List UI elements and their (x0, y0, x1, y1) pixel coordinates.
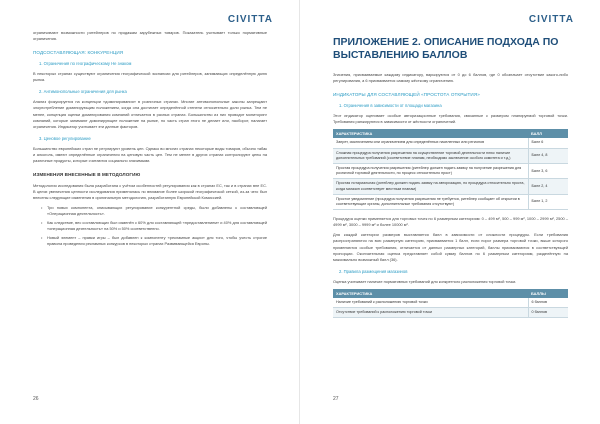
table-cell-characteristic: Запрет, исключением или ограничением для определённых населенных или регионов (333, 138, 528, 148)
page-number-left: 26 (33, 396, 39, 402)
table-cell-characteristic: Сложная процедура получения разрешения на осуществление торговой деятельности плюс наличие дополнительных требований (соответствие планам, необходимо заключение особого комитета и т.д.) (333, 148, 528, 163)
table-row (333, 179, 568, 194)
bullet-item: • Как следствие, вес составляющих был изменён с 60% для составляющей «предоставлением» и 40% для составляющей «операционная деятельность» на 50% и 50% соответственно. (41, 220, 267, 232)
table-cell-score: Балл 3, 6 (528, 163, 568, 178)
table-header-row (333, 129, 568, 138)
section-heading-methodology-changes: ИЗМЕНЕНИЯ ВНЕСЕННЫЕ В МЕТОДОЛОГИЮ (33, 172, 141, 178)
subsection-text-placement: Оценка учитывает наличие нормативных требований для конкретного расположения торговой точки. (333, 278, 517, 284)
left-content (33, 30, 267, 250)
table-header-score: БАЛЛ (528, 129, 568, 138)
table-cell-score: Балл 4, 8 (528, 148, 568, 163)
table-row (333, 194, 568, 209)
table-cell-characteristic: Простая процедура получения разрешения (ритейлер должен подать заявку на получение разрешения для розничной торговой деятельности, но процесс относительно прост) (333, 163, 528, 178)
size-categories-text: Процедура оценки применяется для торговых точек по 6 размерным категориям: 0 – 499 м², 500 – 999 м², 1000 – 2999 м², 2500 – 4999 м², 3000 – 9999 м² и более 10000 м². (333, 216, 568, 228)
page-number-right: 27 (333, 396, 339, 402)
section-heading-competition: ПОДСОСТАВЛЯЮЩАЯ: КОНКУРЕНЦИЯ (33, 50, 124, 56)
table-header-score: БАЛЛЫ (528, 289, 568, 298)
table-row (333, 138, 568, 148)
subsection-title-3: 3. Ценовое регулирование (39, 135, 91, 141)
table-row (333, 298, 568, 308)
bullet-item: • Три новых компонента, описывающих регулирование конкурентной среды, были добавлены к составляющей «Операционная деятельность». (41, 205, 267, 217)
table-cell-score: Балл 6 (528, 138, 568, 148)
table-cell-characteristic: Простая нотариальная (ритейлер должен подать заявку на авторизацию, но процедура относительно проста, когда магазин соответствует местным планам) (333, 179, 528, 194)
subsection-title-1: 1. Ограничения по географическому Не знаком (39, 61, 132, 67)
scoring-method-text: Для каждой категории размеров выставляется балл в зависимости от сложности процедуры. Если требования распространяются на всю размерную категорию, присваивается 1 балл, если порог размера торговой точки, выше которого применяются особые требования, отличается от данных размерных категорий, баллы присваиваются в соответствующей пропорции. Окончательная оценка представляет собой сумму баллов по 6 размерным категориям, разделённую на максимально возможный балл (36). (333, 232, 568, 262)
subsection-title-store-size: 1. Ограничения в зависимости от площади магазина (339, 103, 442, 109)
subsection-text-1: В некоторых странах существуют ограничения географической экспансии для ритейлеров, занимающих определённую долю рынка. (33, 71, 267, 83)
bullet-item: • Новый элемент – правки игры – был добавлен к компоненту «рекламные акции» для того, чтобы учесть строгие правила проведения рекламных конкурсов в некоторых странах Развивающейся Европы. (41, 235, 267, 247)
subsection-text-3: Большинство европейских стран не регулируют уровень цен. Однако во многих странах некоторые виды товаров, обычно табак и алкоголь, имеют определённые ограничения на ценовую часть цен. Тем не менее в других странах контролируют цены на различные продукты, которые считаются социально значимыми. (33, 145, 267, 164)
table-cell-score: Балл 1, 2 (528, 194, 568, 209)
subsection-title-placement: 2. Правила размещения магазинов (339, 268, 408, 274)
subsection-title-2: 2. Антимонопольные ограничения для рынка (39, 89, 127, 95)
table-cell-characteristic: Отсутствие требований к расположению торговой точки (333, 308, 528, 318)
scoring-table-size (333, 129, 568, 210)
left-intro-text: ограничивают возможности ритейлеров по продажам зарубежных товаров. Показатель учитывает только нормативные ограничения. (33, 30, 267, 42)
table-row (333, 308, 568, 318)
appendix-title: ПРИЛОЖЕНИЕ 2. ОПИСАНИЕ ПОДХОДА ПО ВЫСТАВЛЕНИЮ БАЛЛОВ (333, 36, 559, 61)
table-row (333, 148, 568, 163)
table-header-characteristic: ХАРАКТЕРИСТИКА (333, 289, 528, 298)
table-header-characteristic: ХАРАКТЕРИСТИКА (333, 129, 528, 138)
table-cell-score: 0 баллов (528, 308, 568, 318)
appendix-intro: Значения, присваиваемые каждому индикатору, варьируются от 0 до 6 баллов, где 0 обозначает отсутствие какого-либо регулирования, а 6 присваивается самому жёсткому ограничению. (333, 72, 568, 84)
section-heading-indicators: ИНДИКАТОРЫ ДЛЯ СОСТАВЛЯЮЩЕЙ «ПРОСТОТА ОТКРЫТИЯ» (333, 92, 480, 98)
right-content (333, 36, 568, 324)
right-page (300, 0, 600, 424)
scoring-table-placement (333, 289, 568, 318)
methodology-changes-text: Методология исследования была разработана с учётом особенностей регулирования как в странах ЕС, так и в странах вне ЕС. В целях увеличения ценности исследования применялась по внимание более широкой географической сеткой, из-за чего был внесены следующие изменения в оригинальную методологию, разработанную Европейской Комиссией. (33, 183, 267, 201)
bullet-list (41, 205, 267, 247)
table-cell-characteristic: Простое уведомление (процедура получения разрешения не требуется, ритейлер сообщает об открытии в соответствующие органы, дополнительные требования отсутствуют) (333, 194, 528, 209)
brand-logo: CIVITTA (528, 14, 574, 25)
brand-logo: CIVITTA (227, 14, 273, 25)
table-cell-score: 6 баллов (528, 298, 568, 308)
table-cell-score: Балл 2, 4 (528, 179, 568, 194)
table-header-row (333, 289, 568, 298)
table-cell-characteristic: Наличие требований к расположению торговой точки (333, 298, 528, 308)
subsection-text-store-size: Этот индикатор оценивает особые авторизационные требования, связанные с размером планируемой торговой точки. Требования ранжируются в зависимости от жёсткости ограничений. (333, 113, 568, 125)
table-row (333, 163, 568, 178)
subsection-text-2: Анализ фокусируется на концепции «доминирования» в розничных странах. Многие антимонопольные законы запрещают злоупотребление доминирующим положением, когда она достигает определённой степени относительно доли рынка. Тем не менее, концепция оценки доминирования компаний отличается в разных странах. Большинство из них проводят мониторинг компаний, которые занимают доминирующее положение на рынке, но часть стран этого не делает или, наоборот, налагает ограничения. Индикатор учитывает эти данные факторов. (33, 99, 267, 129)
